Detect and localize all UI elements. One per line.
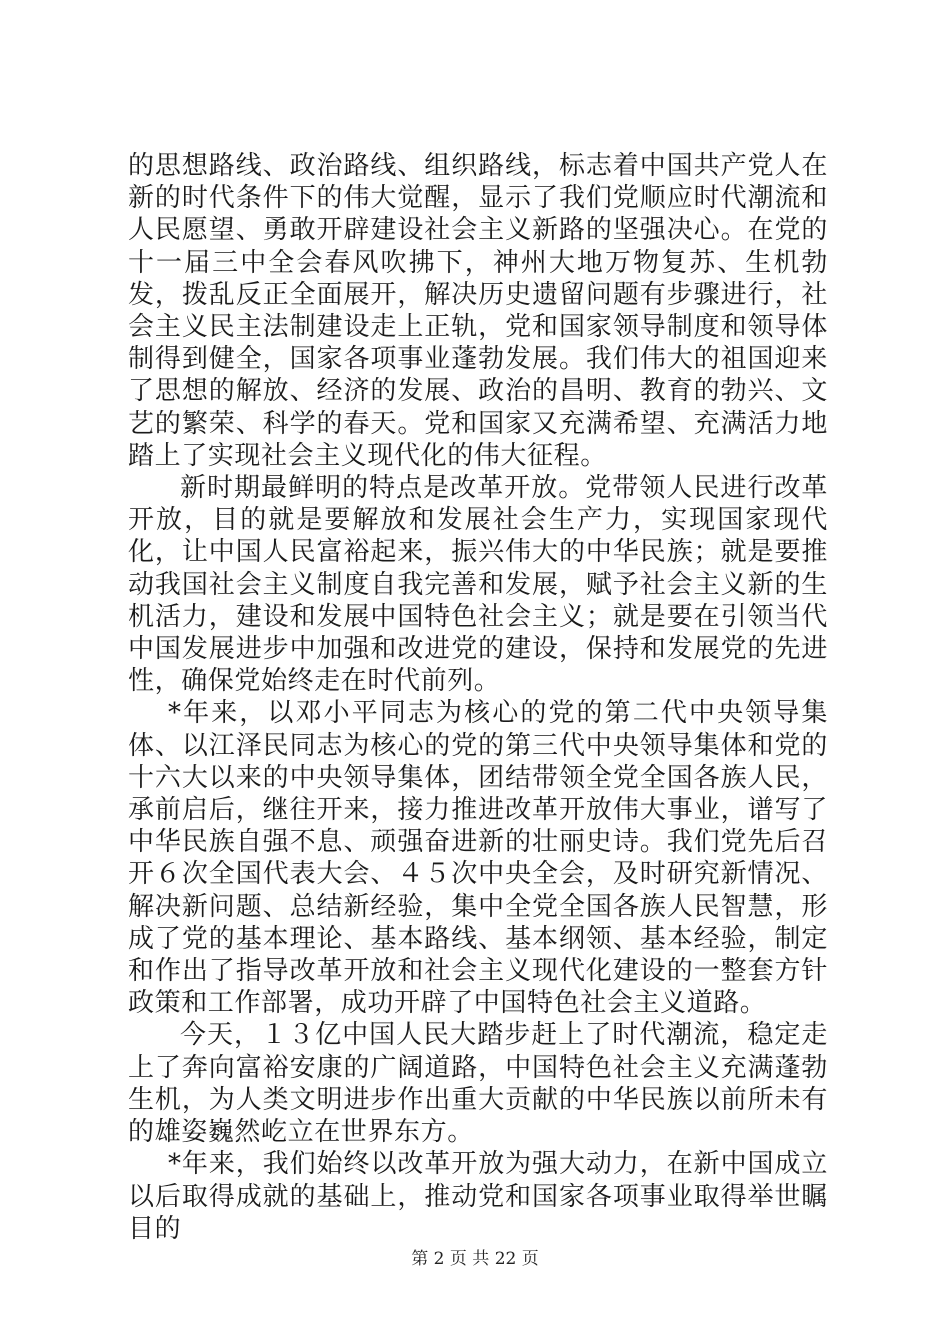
paragraph-3: *年来，以邓小平同志为核心的党的第二代中央领导集体、以江泽民同志为核心的党的第三代中央领导集体和党的十六大以来的中央领导集体，团结带领全党全国各族人民，承前启后，继往开来，接力推进改革开放伟大事业，谱写了中华民族自强不息、顽强奋进新的壮丽史诗。我们党先后召开６次全国代表大会、４５次中央全会，及时研究新情况、解决新问题、总结新经验，集中全党全国各族人民智慧，形成了党的基本理论、基本路线、基本纲领、基本经验，制定和作出了指导改革开放和社会主义现代化建设的一整套方针政策和工作部署，成功开辟了中国特色社会主义道路。 — [128, 698, 828, 1019]
paragraph-2: 新时期最鲜明的特点是改革开放。党带领人民进行改革开放，目的就是要解放和发展社会生产力，实现国家现代化，让中国人民富裕起来，振兴伟大的中华民族；就是要推动我国社会主义制度自我完善和发展，赋予社会主义新的生机活力，建设和发展中国特色社会主义；就是要在引领当代中国发展进步中加强和改进党的建设，保持和发展党的先进性，确保党始终走在时代前列。 — [128, 473, 828, 697]
paragraph-4: 今天，１３亿中国人民大踏步赶上了时代潮流，稳定走上了奔向富裕安康的广阔道路，中国特色社会主义充满蓬勃生机，为人类文明进步作出重大贡献的中华民族以前所未有的雄姿巍然屹立在世界东方。 — [128, 1020, 828, 1148]
document-body — [128, 150, 828, 1245]
paragraph-1: 的思想路线、政治路线、组织路线，标志着中国共产党人在新的时代条件下的伟大觉醒，显示了我们党顺应时代潮流和人民愿望、勇敢开辟建设社会主义新路的坚强决心。在党的十一届三中全会春风吹拂下，神州大地万物复苏、生机勃发，拨乱反正全面展开，解决历史遗留问题有步骤进行，社会主义民主法制建设走上正轨，党和国家领导制度和领导体制得到健全，国家各项事业蓬勃发展。我们伟大的祖国迎来了思想的解放、经济的发展、政治的昌明、教育的勃兴、文艺的繁荣、科学的春天。党和国家又充满希望、充满活力地踏上了实现社会主义现代化的伟大征程。 — [128, 151, 828, 471]
page-footer: 第 2 页 共 22 页 — [411, 1249, 539, 1269]
paragraph-5: *年来，我们始终以改革开放为强大动力，在新中国成立以后取得成就的基础上，推动党和国家各项事业取得举世瞩目的 — [128, 1149, 828, 1244]
